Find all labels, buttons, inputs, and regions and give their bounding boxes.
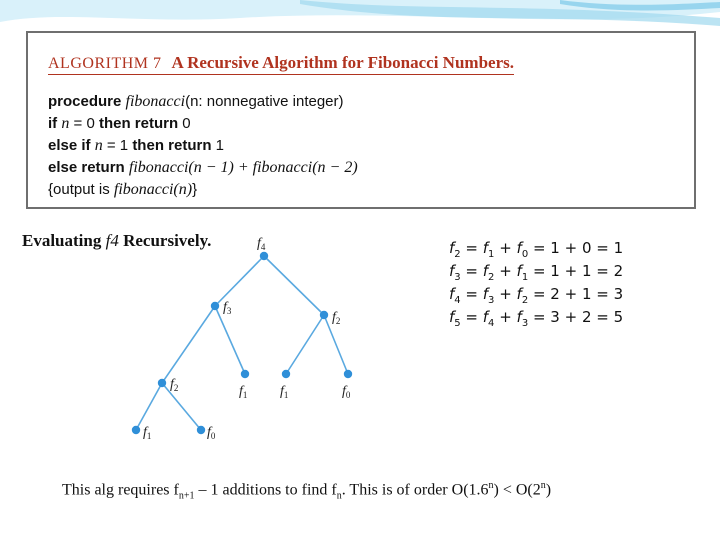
tree-node-label: $f_1$ (239, 384, 248, 400)
tree-node-label: $f_0$ (207, 425, 216, 441)
keyword-procedure: procedure (48, 93, 122, 110)
note-text: ) (545, 481, 552, 499)
output-function: fibonacci(n) (113, 181, 193, 198)
tree-edge (215, 256, 264, 306)
tree-edge (286, 315, 324, 374)
note-text: This alg requires f (62, 481, 179, 499)
return-value: 0 (182, 115, 191, 132)
function-name: fibonacci (125, 93, 186, 110)
eq-symbol: f (449, 239, 455, 257)
tree-node-label: $f_1$ (280, 384, 289, 400)
algo-line-5 (48, 181, 197, 199)
tree-node-label: $f_0$ (342, 384, 351, 400)
algo-line-1 (48, 93, 344, 111)
eq-symbol: f (516, 239, 522, 257)
keyword-else-if: else if (48, 137, 91, 154)
recursive-expression: fibonacci(n − 1) + fibonacci(n − 2) (128, 159, 358, 176)
equation-line: $f_4 = f_3 + f_2 = 2 + 1 = 3$ (449, 285, 624, 306)
note-text: . This is of order O(1.6 (341, 481, 489, 499)
note-sub: n (336, 490, 342, 502)
eq-symbol: f (482, 308, 489, 326)
figure-title-text-2: Recursively. (123, 231, 212, 250)
keyword-then-return: then return (132, 137, 212, 154)
eq-subscript: 2 (454, 249, 461, 260)
tree-node (320, 311, 328, 319)
equation-line: $f_5 = f_4 + f_3 = 3 + 2 = 5$ (449, 308, 624, 329)
eq-symbol: f (449, 285, 455, 303)
figure-title-symbol: f4 (105, 231, 119, 250)
eq-subscript: 3 (488, 295, 495, 306)
eq-result: = 2 + 1 = 3 (532, 285, 624, 303)
fibonacci-equations (449, 237, 623, 329)
output-brace: } (192, 181, 198, 198)
eq-subscript: 3 (454, 272, 461, 283)
param-text: (n: nonnegative integer) (185, 93, 344, 110)
note-exponent: n (540, 480, 546, 491)
equation-line: $f_3 = f_2 + f_1 = 1 + 1 = 2$ (449, 262, 624, 283)
output-text: {output is (48, 181, 114, 198)
eq-subscript: 2 (488, 272, 495, 283)
note-exponent: n (488, 480, 494, 491)
tree-node (197, 426, 205, 434)
eq-subscript: 3 (521, 318, 529, 329)
tree-node-label: $f_3$ (223, 300, 232, 316)
equation-line: $f_2 = f_1 + f_0 = 1 + 0 = 1$ (449, 239, 624, 260)
eq-result: = 1 + 1 = 2 (532, 262, 624, 280)
eq-result: = 1 + 0 = 1 (532, 239, 624, 257)
keyword-else-return: else return (48, 159, 125, 176)
condition-text: = 0 (69, 115, 95, 132)
eq-subscript: 5 (454, 318, 461, 329)
algo-line-3 (48, 137, 224, 155)
note-text: ) < O(2 (493, 481, 541, 499)
tree-node (132, 426, 140, 434)
algorithm-box (26, 31, 696, 209)
complexity-note (62, 480, 551, 502)
tree-node (344, 370, 352, 378)
eq-symbol: f (449, 308, 455, 326)
var-n: n (94, 137, 103, 154)
tree-edge (136, 383, 162, 430)
tree-node-label: $f_1$ (143, 425, 152, 441)
eq-subscript: 4 (454, 295, 461, 306)
var-n: n (61, 115, 70, 132)
eq-result: = 3 + 2 = 5 (532, 308, 624, 326)
eq-symbol: f (482, 239, 489, 257)
tree-node (211, 302, 219, 310)
tree-edge (215, 306, 245, 374)
tree-edge (162, 383, 201, 430)
recursion-tree (19, 225, 379, 445)
recursion-tree-figure (19, 225, 379, 445)
tree-node-label: $f_4$ (257, 236, 266, 252)
tree-edge (264, 256, 324, 315)
condition-text: = 1 (102, 137, 129, 154)
eq-subscript: 1 (488, 249, 495, 260)
tree-edge (162, 306, 215, 383)
eq-symbol: f (516, 308, 522, 326)
eq-subscript: 2 (521, 295, 529, 306)
keyword-if: if (48, 115, 58, 132)
eq-symbol: f (516, 262, 522, 280)
tree-node (158, 379, 166, 387)
algorithm-name: A Recursive Algorithm for Fibonacci Numbers. (171, 53, 514, 72)
algorithm-label: ALGORITHM 7 (48, 55, 162, 72)
algo-line-4 (48, 159, 358, 177)
eq-symbol: f (449, 262, 455, 280)
eq-subscript: 1 (521, 272, 529, 283)
keyword-then-return: then return (98, 115, 179, 132)
return-value: 1 (215, 137, 224, 154)
tree-node (241, 370, 249, 378)
tree-node (260, 252, 268, 260)
eq-symbol: f (516, 285, 522, 303)
tree-node-label: $f_2$ (170, 377, 179, 393)
eq-symbol: f (482, 262, 489, 280)
eq-subscript: 0 (521, 249, 529, 260)
tree-node (282, 370, 290, 378)
figure-title-text: Evaluating (22, 231, 102, 250)
note-text: – 1 additions to find f (194, 481, 337, 499)
eq-subscript: 4 (488, 318, 495, 329)
note-sub: n+1 (178, 490, 195, 502)
tree-node-label: $f_2$ (332, 310, 341, 326)
eq-symbol: f (482, 285, 489, 303)
algorithm-title (48, 53, 514, 75)
algo-line-2 (48, 115, 191, 133)
